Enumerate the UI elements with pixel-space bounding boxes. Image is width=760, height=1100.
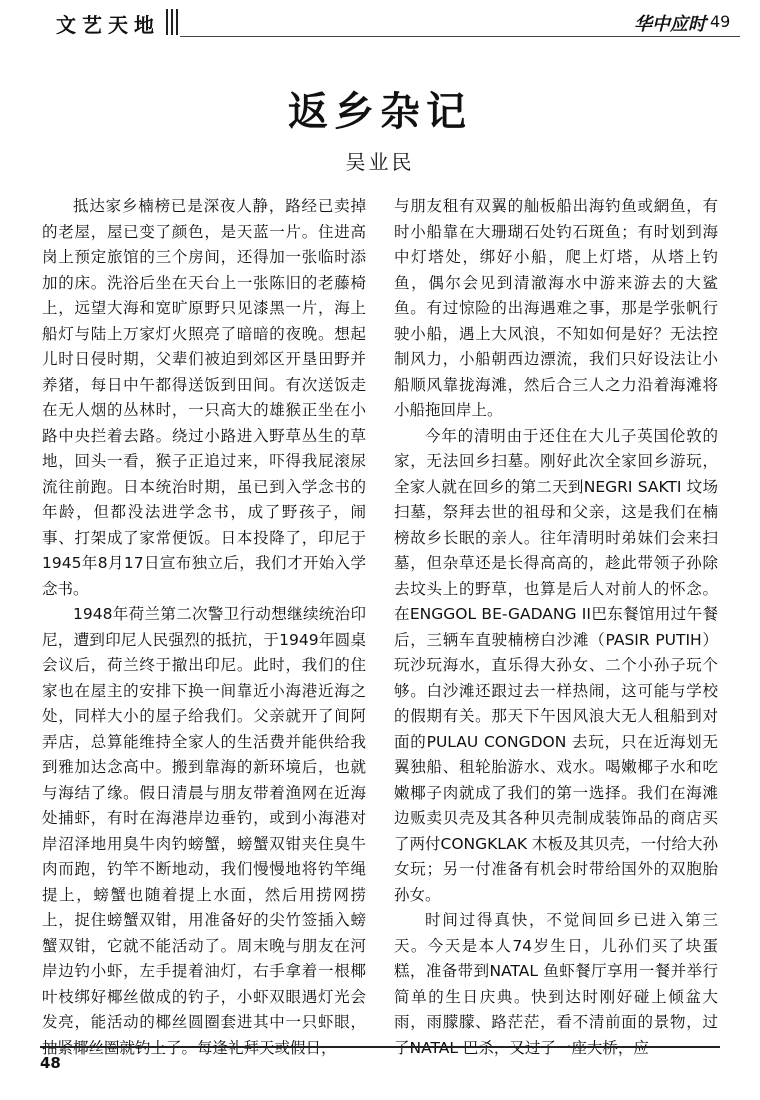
header-rule (180, 36, 740, 37)
section-divider-bars (166, 9, 178, 35)
section-title: 文艺天地 (56, 13, 160, 37)
article-author: 吴业民 (345, 150, 415, 174)
page-header (40, 6, 731, 40)
article-title: 返乡杂记 (288, 88, 472, 135)
article-column-left (42, 194, 366, 1061)
article-column-right (394, 194, 718, 1061)
paragraph: 今年的清明由于还住在大儿子英国伦敦的家，无法回乡扫墓。刚好此次全家回乡游玩，全家人就在回乡的第二天到NEGRI SAKTI 坟场扫墓，祭拜去世的祖母和父亲，这是我们在楠榜故乡长眠的亲人。往年清明时弟妹们会来扫墓，但杂草还是长得高高的，趁此带领子孙除去坟头上的野草，也算是后人对前人的怀念。在ENGGOL BE-GADANG II巴东餐馆用过午餐后，三辆车直驶楠榜白沙滩（PASIR PUTIH）玩沙玩海水，直乐得大孙女、二个小孙子玩个够。白沙滩还跟过去一样热闹，这可能与学校的假期有关。那天下午因风浪大无人租船到对面的PULAU CONGDON 去玩，只在近海划无翼独船、租轮胎游水、戏水。喝嫩椰子水和吃嫩椰子肉就成了我们的第一选择。我们在海滩边贩卖贝壳及其各种贝壳制成装饰品的商店买了两付CONGKLAK 木板及其贝壳，一付给大孙女玩；另一付准备有机会时带给国外的双胞胎孙女。 (394, 426, 718, 904)
footer-rule (40, 1046, 720, 1048)
paragraph: 时间过得真快，不觉间回乡已进入第三天。今天是本人74岁生日，儿孙们买了块蛋糕，准备带到NATAL 鱼虾餐厅享用一餐并举行简单的生日庆典。快到达时刚好碰上倾盆大雨，雨朦朦、路茫茫，看不清前面的景物，过了NATAL 巴杀，又过了一座大桥，应 (394, 911, 718, 1057)
page-number-top: 49 (710, 12, 731, 31)
paragraph: 抵达家乡楠榜已是深夜人静，路经已卖掉的老屋，屋已变了颜色，是天蓝一片。住进高岗上预定旅馆的三个房间，还得加一张临时添加的床。洗浴后坐在天台上一张陈旧的老藤椅上，远望大海和宽旷原野只见漆黑一片，海上船灯与陆上万家灯火照亮了暗暗的夜晚。想起儿时日侵时期，父辈们被迫到郊区开垦田野并养猪，每日中午都得送饭到田间。有次送饭走在无人烟的丛林时，一只高大的雄猴正坐在小路中央拦着去路。绕过小路进入野草丛生的草地，回头一看，猴子正追过来，吓得我屁滚尿流往前跑。日本统治时期，虽已到入学念书的年龄，但都没法进学念书，成了野孩子，闹事、打架成了家常便饭。日本投降了，印尼于1945年8月17日宣布独立后，我们才开始入学念书。 (42, 197, 366, 598)
publication-logo: 华中应时 (634, 14, 706, 35)
paragraph: 1948年荷兰第二次警卫行动想继续统治印尼，遭到印尼人民强烈的抵抗，于1949年圆桌会议后，荷兰终于撤出印尼。此时，我们的住家也在屋主的安排下换一间靠近小海港近海之处，同样大小的屋子给我们。父亲就开了间阿弄店，总算能维持全家人的生活费并能供给我到雅加达念高中。搬到靠海的新环境后，也就与海结了缘。假日清晨与朋友带着渔网在近海处捕虾，有时在海港岸边垂钓，或到小海港对岸沼泽地用臭牛肉钓螃蟹，螃蟹双钳夹住臭牛肉而跑，钓竿不断地动，我们慢慢地将钓竿绳提上，螃蟹也随着提上水面，然后用捞网捞上，捉住螃蟹双钳，用准备好的尖竹签插入螃蟹双钳，它就不能活动了。周末晚与朋友在河岸边钓小虾，左手提着油灯，右手拿着一根椰叶枝绑好椰丝做成的钓子，小虾双眼遇灯光会发亮，能活动的椰丝圆圈套进其中一只虾眼，抽紧椰丝圈就钓上了。每逢礼拜天或假日， (42, 605, 366, 1057)
page-number-bottom: 48 (40, 1054, 61, 1072)
paragraph-continuation: 与朋友租有双翼的舢板船出海钓鱼或網鱼，有时小船靠在大珊瑚石处钓石斑鱼；有时划到海中灯塔处，绑好小船，爬上灯塔，从塔上钓鱼，偶尔会见到清澈海水中游来游去的大鲨鱼。有过惊险的出海遇难之事，那是学张帆行驶小船，遇上大风浪，不知如何是好？无法控制风力，小船朝西边漂流，我们只好设法让小船顺风靠拢海滩，然后合三人之力沿着海滩将小船拖回岸上。 (394, 197, 718, 419)
